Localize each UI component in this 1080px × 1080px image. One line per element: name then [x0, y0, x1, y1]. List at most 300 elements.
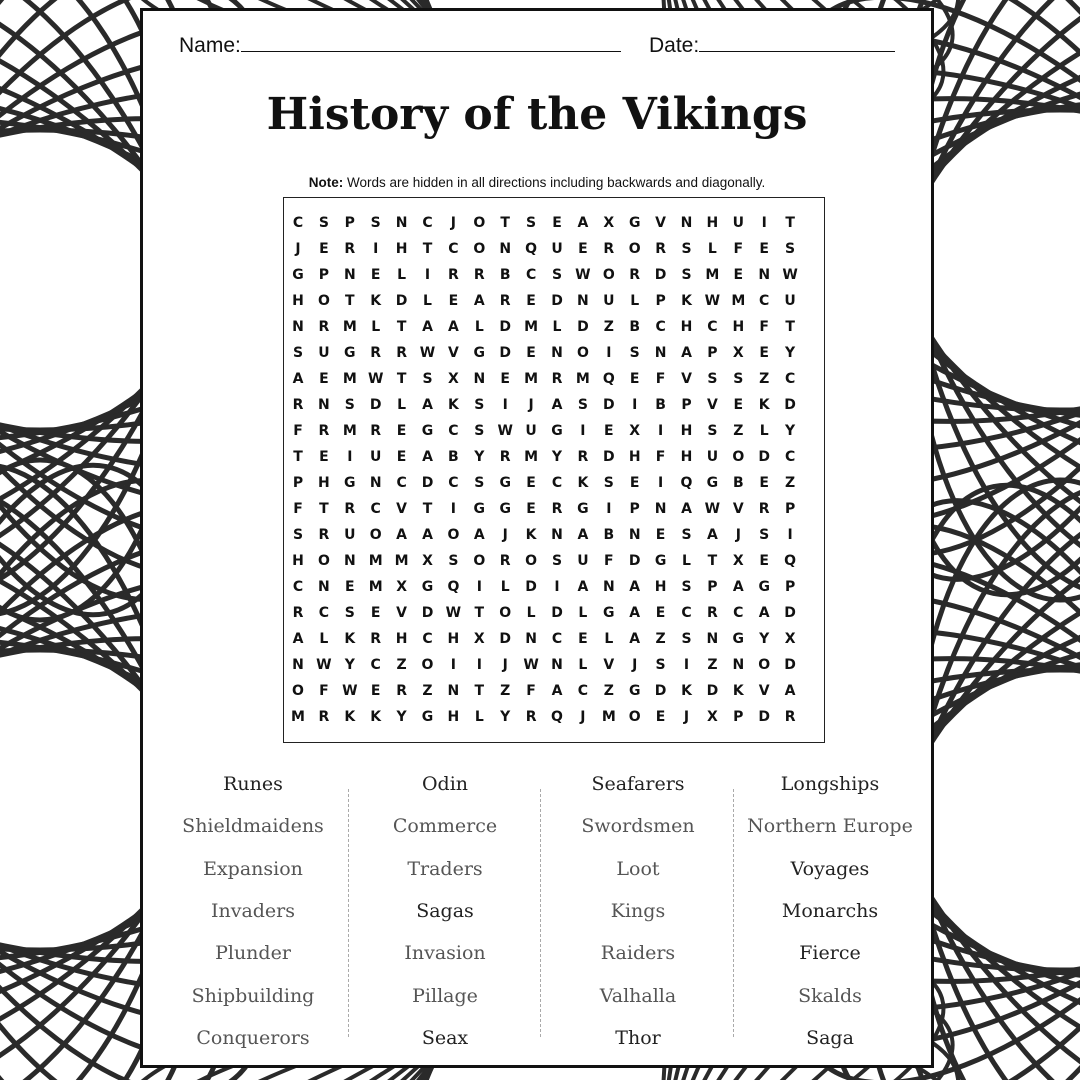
grid-letter[interactable]: P — [318, 267, 330, 283]
grid-letter[interactable]: R — [292, 397, 304, 413]
grid-letter[interactable]: X — [447, 371, 459, 387]
grid-letter[interactable]: L — [474, 319, 484, 335]
grid-letter[interactable]: T — [319, 501, 329, 517]
grid-letter[interactable]: E — [578, 241, 588, 257]
grid-letter[interactable]: R — [473, 267, 485, 283]
grid-letter[interactable]: H — [395, 631, 408, 647]
grid-letter[interactable]: C — [577, 683, 589, 699]
grid-letter[interactable]: E — [655, 527, 666, 543]
grid-letter[interactable]: H — [706, 215, 719, 231]
grid-letter[interactable]: S — [292, 527, 304, 543]
grid-letter[interactable]: G — [292, 267, 304, 283]
grid-letter[interactable]: M — [524, 371, 539, 387]
grid-letter[interactable]: D — [421, 475, 434, 491]
grid-letter[interactable]: A — [422, 449, 433, 465]
grid-letter[interactable]: M — [368, 579, 383, 595]
grid-letter[interactable]: P — [707, 345, 718, 361]
grid-letter[interactable]: A — [706, 527, 718, 543]
grid-letter[interactable]: C — [551, 475, 563, 491]
grid-letter[interactable]: B — [499, 267, 511, 283]
grid-letter[interactable]: S — [448, 553, 459, 569]
grid-letter[interactable]: I — [657, 475, 664, 491]
grid-letter[interactable]: E — [759, 553, 769, 569]
name-field[interactable] — [179, 31, 621, 58]
grid-letter[interactable]: Q — [525, 241, 538, 257]
grid-letter[interactable]: R — [551, 371, 563, 387]
grid-letter[interactable]: W — [497, 423, 513, 439]
grid-letter[interactable]: E — [370, 683, 381, 699]
grid-letter[interactable]: C — [318, 605, 330, 621]
grid-letter[interactable]: R — [318, 527, 330, 543]
grid-letter[interactable]: N — [654, 501, 667, 517]
grid-letter[interactable]: V — [655, 215, 667, 231]
grid-letter[interactable]: O — [499, 605, 512, 621]
grid-letter[interactable]: R — [603, 241, 615, 257]
grid-letter[interactable]: U — [784, 293, 796, 309]
grid-letter[interactable]: N — [292, 319, 304, 335]
grid-letter[interactable]: O — [628, 709, 641, 725]
grid-letter[interactable]: F — [655, 449, 666, 465]
grid-letter[interactable]: N — [318, 579, 330, 595]
grid-letter[interactable]: W — [575, 267, 591, 283]
grid-letter[interactable]: H — [395, 241, 408, 257]
grid-letter[interactable]: H — [292, 293, 304, 309]
grid-letter[interactable]: V — [447, 345, 459, 361]
grid-letter[interactable]: G — [421, 579, 434, 595]
grid-letter[interactable]: O — [421, 657, 434, 673]
grid-letter[interactable]: G — [628, 683, 641, 699]
grid-letter[interactable]: N — [654, 345, 667, 361]
grid-letter[interactable]: C — [422, 215, 433, 231]
grid-letter[interactable]: Q — [680, 475, 693, 491]
grid-letter[interactable]: S — [318, 215, 329, 231]
grid-letter[interactable]: A — [629, 605, 641, 621]
grid-letter[interactable]: Q — [784, 553, 797, 569]
grid-letter[interactable]: R — [707, 605, 718, 621]
grid-letter[interactable]: S — [474, 397, 485, 413]
grid-letter[interactable]: Q — [602, 371, 615, 387]
grid-letter[interactable]: P — [655, 293, 666, 309]
grid-letter[interactable]: D — [499, 345, 511, 361]
grid-letter[interactable]: T — [500, 215, 510, 231]
grid-letter[interactable]: E — [500, 371, 510, 387]
grid-letter[interactable]: T — [785, 215, 795, 231]
name-blank-line[interactable] — [241, 31, 621, 52]
grid-letter[interactable]: D — [395, 293, 408, 309]
grid-letter[interactable]: R — [499, 449, 511, 465]
grid-letter[interactable]: Y — [785, 423, 796, 439]
grid-letter[interactable]: P — [292, 475, 304, 491]
grid-letter[interactable]: S — [551, 267, 563, 283]
grid-letter[interactable]: D — [654, 267, 667, 283]
grid-letter[interactable]: T — [293, 449, 303, 465]
grid-letter[interactable]: U — [603, 293, 615, 309]
grid-letter[interactable]: Q — [447, 579, 460, 595]
grid-letter[interactable]: G — [603, 605, 615, 621]
grid-letter[interactable]: E — [345, 579, 355, 595]
grid-letter[interactable]: Y — [344, 657, 355, 673]
grid-letter[interactable]: U — [525, 423, 537, 439]
grid-letter[interactable]: K — [681, 293, 692, 309]
grid-letter[interactable]: T — [396, 319, 407, 335]
grid-letter[interactable]: L — [630, 293, 640, 309]
grid-letter[interactable]: W — [316, 657, 332, 673]
grid-letter[interactable]: B — [603, 527, 615, 543]
grid-letter[interactable]: R — [655, 241, 666, 257]
grid-letter[interactable]: E — [655, 709, 666, 725]
grid-letter[interactable]: X — [396, 579, 407, 595]
grid-letter[interactable]: O — [628, 241, 641, 257]
grid-letter[interactable]: T — [396, 371, 407, 387]
grid-letter[interactable]: O — [447, 527, 460, 543]
grid-letter[interactable]: A — [629, 579, 641, 595]
grid-letter[interactable]: C — [292, 579, 304, 595]
grid-letter[interactable]: G — [628, 215, 641, 231]
grid-letter[interactable]: F — [293, 501, 303, 517]
grid-letter[interactable]: S — [344, 397, 355, 413]
grid-letter[interactable]: S — [759, 527, 770, 543]
grid-letter[interactable]: A — [473, 293, 485, 309]
grid-letter[interactable]: S — [577, 397, 588, 413]
grid-letter[interactable]: S — [681, 241, 692, 257]
grid-letter[interactable]: J — [528, 397, 534, 413]
grid-letter[interactable]: A — [577, 215, 589, 231]
grid-letter[interactable]: T — [422, 501, 433, 517]
grid-letter[interactable]: S — [655, 657, 666, 673]
grid-letter[interactable]: S — [707, 423, 718, 439]
grid-letter[interactable]: A — [396, 527, 408, 543]
grid-letter[interactable]: P — [344, 215, 355, 231]
grid-letter[interactable]: E — [319, 241, 329, 257]
grid-letter[interactable]: C — [292, 215, 304, 231]
grid-letter[interactable]: Z — [603, 683, 614, 699]
grid-letter[interactable]: S — [474, 423, 485, 439]
grid-letter[interactable]: M — [524, 319, 539, 335]
grid-letter[interactable]: R — [448, 267, 459, 283]
grid-letter[interactable]: M — [524, 449, 539, 465]
grid-letter[interactable]: O — [473, 215, 486, 231]
grid-letter[interactable]: W — [782, 267, 798, 283]
grid-letter[interactable]: I — [373, 241, 379, 257]
grid-letter[interactable]: G — [551, 423, 563, 439]
grid-letter[interactable]: I — [580, 423, 586, 439]
grid-letter[interactable]: L — [371, 319, 381, 335]
grid-letter[interactable]: Z — [500, 683, 511, 699]
grid-letter[interactable]: B — [732, 475, 744, 491]
grid-letter[interactable]: K — [447, 397, 459, 413]
grid-letter[interactable]: E — [319, 449, 329, 465]
grid-letter[interactable]: F — [759, 319, 769, 335]
grid-letter[interactable]: R — [784, 709, 796, 725]
grid-letter[interactable]: U — [344, 527, 356, 543]
grid-letter[interactable]: Z — [655, 631, 666, 647]
grid-letter[interactable]: B — [655, 397, 666, 413]
grid-letter[interactable]: C — [759, 293, 770, 309]
grid-letter[interactable]: R — [629, 267, 641, 283]
grid-letter[interactable]: R — [318, 319, 330, 335]
grid-letter[interactable]: A — [784, 683, 796, 699]
grid-letter[interactable]: K — [681, 683, 692, 699]
grid-letter[interactable]: D — [421, 605, 434, 621]
grid-letter[interactable]: R — [318, 709, 330, 725]
grid-letter[interactable]: F — [319, 683, 329, 699]
grid-letter[interactable]: N — [706, 631, 719, 647]
grid-letter[interactable]: D — [602, 397, 615, 413]
grid-letter[interactable]: A — [292, 631, 304, 647]
grid-letter[interactable]: E — [370, 267, 381, 283]
grid-letter[interactable]: G — [344, 475, 356, 491]
grid-letter[interactable]: S — [681, 267, 692, 283]
grid-letter[interactable]: O — [473, 241, 486, 257]
grid-letter[interactable]: A — [681, 345, 692, 361]
grid-letter[interactable]: L — [682, 553, 691, 569]
grid-letter[interactable]: V — [396, 605, 408, 621]
grid-letter[interactable]: E — [552, 215, 562, 231]
grid-letter[interactable]: M — [342, 319, 357, 335]
grid-letter[interactable]: E — [526, 345, 536, 361]
grid-letter[interactable]: N — [343, 267, 356, 283]
grid-letter[interactable]: V — [681, 371, 692, 387]
grid-letter[interactable]: U — [551, 241, 563, 257]
grid-letter[interactable]: Z — [396, 657, 407, 673]
grid-letter[interactable]: X — [422, 553, 433, 569]
grid-letter[interactable]: J — [295, 241, 301, 257]
grid-letter[interactable]: J — [632, 657, 638, 673]
grid-letter[interactable]: I — [683, 657, 690, 673]
grid-letter[interactable]: G — [473, 501, 486, 517]
grid-letter[interactable]: E — [759, 241, 769, 257]
grid-letter[interactable]: E — [759, 345, 769, 361]
grid-letter[interactable]: G — [706, 475, 719, 491]
grid-letter[interactable]: C — [681, 605, 692, 621]
grid-letter[interactable]: V — [603, 657, 615, 673]
grid-letter[interactable]: E — [629, 371, 640, 387]
grid-letter[interactable]: M — [601, 709, 616, 725]
grid-letter[interactable]: A — [447, 319, 459, 335]
grid-letter[interactable]: N — [525, 631, 537, 647]
grid-letter[interactable]: W — [704, 293, 721, 309]
grid-letter[interactable]: D — [758, 709, 770, 725]
grid-letter[interactable]: L — [526, 605, 536, 621]
grid-letter[interactable]: W — [445, 605, 462, 621]
grid-letter[interactable]: O — [292, 683, 304, 699]
grid-letter[interactable]: C — [551, 631, 563, 647]
grid-letter[interactable]: S — [733, 371, 744, 387]
grid-letter[interactable]: P — [629, 501, 640, 517]
date-field[interactable] — [649, 31, 895, 58]
grid-letter[interactable]: S — [681, 631, 692, 647]
grid-letter[interactable]: R — [370, 423, 382, 439]
grid-letter[interactable]: S — [629, 345, 640, 361]
grid-letter[interactable]: R — [292, 605, 304, 621]
grid-letter[interactable]: E — [733, 397, 744, 413]
grid-letter[interactable]: F — [604, 553, 614, 569]
grid-letter[interactable]: D — [628, 553, 641, 569]
grid-letter[interactable]: C — [370, 657, 381, 673]
grid-letter[interactable]: C — [448, 241, 459, 257]
grid-letter[interactable]: W — [704, 501, 721, 517]
grid-letter[interactable]: P — [707, 579, 718, 595]
grid-letter[interactable]: C — [784, 371, 796, 387]
grid-letter[interactable]: Z — [759, 371, 770, 387]
grid-letter[interactable]: G — [499, 501, 511, 517]
grid-letter[interactable]: B — [629, 319, 641, 335]
grid-letter[interactable]: G — [421, 709, 434, 725]
grid-letter[interactable]: R — [370, 631, 382, 647]
grid-letter[interactable]: C — [784, 449, 796, 465]
grid-letter[interactable]: D — [525, 579, 537, 595]
grid-letter[interactable]: C — [733, 605, 744, 621]
grid-letter[interactable]: U — [706, 449, 719, 465]
grid-letter[interactable]: L — [578, 657, 588, 673]
grid-letter[interactable]: S — [526, 215, 537, 231]
grid-letter[interactable]: N — [680, 215, 693, 231]
grid-letter[interactable]: E — [526, 475, 536, 491]
grid-letter[interactable]: K — [577, 475, 589, 491]
grid-letter[interactable]: E — [604, 423, 614, 439]
grid-letter[interactable]: D — [602, 449, 615, 465]
grid-letter[interactable]: V — [758, 683, 770, 699]
grid-letter[interactable]: E — [578, 631, 588, 647]
grid-letter[interactable]: M — [575, 371, 590, 387]
grid-letter[interactable]: D — [784, 397, 796, 413]
grid-letter[interactable]: P — [784, 501, 796, 517]
grid-letter[interactable]: G — [758, 579, 770, 595]
grid-letter[interactable]: O — [473, 553, 486, 569]
grid-letter[interactable]: E — [733, 267, 744, 283]
grid-letter[interactable]: M — [394, 553, 409, 569]
grid-letter[interactable]: R — [577, 449, 589, 465]
grid-letter[interactable]: P — [733, 709, 744, 725]
grid-letter[interactable]: N — [602, 579, 615, 595]
grid-letter[interactable]: K — [370, 293, 382, 309]
grid-letter[interactable]: Y — [500, 709, 511, 725]
grid-letter[interactable]: D — [499, 319, 511, 335]
grid-letter[interactable]: P — [681, 397, 692, 413]
grid-letter[interactable]: C — [396, 475, 407, 491]
date-blank-line[interactable] — [699, 31, 895, 52]
grid-letter[interactable]: N — [551, 657, 563, 673]
grid-letter[interactable]: I — [606, 345, 612, 361]
grid-letter[interactable]: P — [784, 579, 796, 595]
grid-letter[interactable]: L — [319, 631, 329, 647]
grid-letter[interactable]: T — [707, 553, 718, 569]
grid-letter[interactable]: E — [655, 605, 666, 621]
grid-letter[interactable]: S — [551, 553, 563, 569]
grid-letter[interactable]: X — [706, 709, 718, 725]
grid-letter[interactable]: Y — [759, 631, 770, 647]
grid-letter[interactable]: A — [292, 371, 304, 387]
grid-letter[interactable]: W — [523, 657, 539, 673]
grid-letter[interactable]: A — [629, 631, 641, 647]
grid-letter[interactable]: A — [422, 527, 433, 543]
grid-letter[interactable]: I — [424, 267, 431, 283]
grid-letter[interactable]: W — [419, 345, 436, 361]
grid-letter[interactable]: J — [580, 709, 586, 725]
grid-letter[interactable]: T — [474, 683, 485, 699]
grid-letter[interactable]: O — [758, 657, 771, 673]
grid-letter[interactable]: O — [317, 293, 330, 309]
grid-letter[interactable]: O — [576, 345, 589, 361]
grid-letter[interactable]: D — [758, 449, 770, 465]
grid-letter[interactable]: N — [499, 241, 512, 257]
grid-letter[interactable]: G — [577, 501, 589, 517]
grid-letter[interactable]: V — [732, 501, 744, 517]
grid-letter[interactable]: N — [369, 475, 382, 491]
grid-letter[interactable]: L — [474, 709, 484, 725]
grid-letter[interactable]: L — [759, 423, 769, 439]
grid-letter[interactable]: E — [759, 475, 769, 491]
grid-letter[interactable]: H — [680, 319, 693, 335]
grid-letter[interactable]: M — [731, 293, 746, 309]
grid-letter[interactable]: X — [629, 423, 641, 439]
grid-letter[interactable]: I — [657, 423, 664, 439]
grid-letter[interactable]: V — [396, 501, 408, 517]
grid-letter[interactable]: R — [344, 241, 356, 257]
grid-letter[interactable]: N — [551, 345, 563, 361]
grid-letter[interactable]: X — [603, 215, 615, 231]
grid-letter[interactable]: L — [578, 605, 588, 621]
grid-letter[interactable]: K — [370, 709, 382, 725]
grid-letter[interactable]: Z — [603, 319, 614, 335]
grid-letter[interactable]: M — [342, 423, 357, 439]
grid-letter[interactable]: C — [448, 475, 459, 491]
grid-letter[interactable]: J — [502, 527, 508, 543]
grid-letter[interactable]: I — [476, 657, 482, 673]
grid-letter[interactable]: R — [551, 501, 563, 517]
grid-letter[interactable]: L — [552, 319, 562, 335]
grid-letter[interactable]: E — [319, 371, 329, 387]
grid-letter[interactable]: E — [396, 449, 407, 465]
grid-letter[interactable]: K — [525, 527, 537, 543]
grid-letter[interactable]: N — [473, 371, 486, 387]
grid-letter[interactable]: E — [370, 605, 381, 621]
grid-letter[interactable]: S — [292, 345, 304, 361]
grid-letter[interactable]: W — [342, 683, 358, 699]
grid-letter[interactable]: I — [632, 397, 638, 413]
grid-letter[interactable]: I — [347, 449, 353, 465]
grid-letter[interactable]: R — [499, 553, 511, 569]
grid-letter[interactable]: C — [655, 319, 666, 335]
grid-letter[interactable]: E — [526, 501, 536, 517]
grid-letter[interactable]: R — [499, 293, 511, 309]
grid-letter[interactable]: I — [787, 527, 793, 543]
grid-letter[interactable]: R — [525, 709, 537, 725]
grid-letter[interactable]: M — [291, 709, 305, 725]
grid-letter[interactable]: H — [680, 449, 693, 465]
grid-letter[interactable]: I — [476, 579, 482, 595]
grid-letter[interactable]: M — [368, 553, 383, 569]
grid-letter[interactable]: O — [525, 553, 538, 569]
grid-letter[interactable]: Z — [422, 683, 433, 699]
grid-letter[interactable]: Q — [551, 709, 563, 725]
grid-letter[interactable]: H — [292, 553, 304, 569]
grid-letter[interactable]: E — [629, 475, 640, 491]
grid-letter[interactable]: N — [732, 657, 745, 673]
grid-letter[interactable]: D — [551, 605, 563, 621]
grid-letter[interactable]: U — [318, 345, 330, 361]
grid-letter[interactable]: A — [577, 527, 589, 543]
grid-letter[interactable]: H — [680, 423, 693, 439]
grid-letter[interactable]: C — [448, 423, 459, 439]
grid-letter[interactable]: Z — [785, 475, 796, 491]
grid-letter[interactable]: N — [577, 293, 589, 309]
grid-letter[interactable]: F — [655, 371, 666, 387]
grid-letter[interactable]: A — [551, 683, 563, 699]
grid-letter[interactable]: A — [473, 527, 485, 543]
grid-letter[interactable]: X — [732, 553, 744, 569]
grid-letter[interactable]: I — [502, 397, 508, 413]
